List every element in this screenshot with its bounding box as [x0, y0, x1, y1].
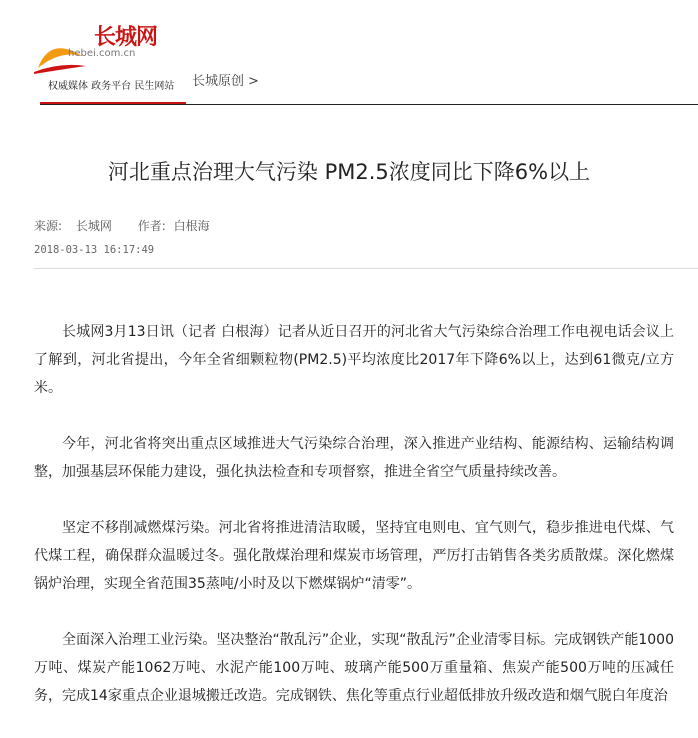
logo-url: hebei.com.cn — [68, 48, 136, 59]
source-label: 来源: — [34, 219, 63, 233]
meta-divider — [34, 268, 698, 269]
article-body — [34, 318, 674, 738]
publish-timestamp: 2018-03-13 16:17:49 — [34, 244, 155, 256]
logo-slogan: 权威媒体 政务平台 民生网站 — [48, 81, 175, 92]
paragraph: 今年，河北省将突出重点区域推进大气污染综合治理，深入推进产业结构、能源结构、运输结构调整，加强基层环保能力建设，强化执法检查和专项督察，推进全省空气质量持续改善。 — [34, 436, 674, 480]
article-meta — [34, 217, 210, 234]
logo-text: 长城网 — [94, 25, 158, 50]
paragraph: 全面深入治理工业污染。坚决整治“散乱污”企业，实现“散乱污”企业清零目标。完成钢铁产能1000万吨、煤炭产能1062万吨、水泥产能100万吨、玻璃产能500万重量箱、焦炭产能500万吨的压减任务，完成14家重点企业退城搬迁改造。完成钢铁、焦化等重点行业超低排放升级改造和烟气脱白年度治 — [34, 632, 674, 704]
author-label: 作者: — [137, 219, 166, 233]
header-divider — [40, 104, 698, 105]
paragraph: 坚定不移削减燃煤污染。河北省将推进清洁取暖，坚持宜电则电、宜气则气，稳步推进电代煤、气代煤工程，确保群众温暖过冬。强化散煤治理和煤炭市场管理，严厉打击销售各类劣质散煤。深化燃煤锅炉治理，实现全省范围35蒸吨/小时及以下燃煤锅炉“清零”。 — [34, 520, 674, 592]
site-header — [0, 0, 698, 104]
author-value: 白根海 — [173, 219, 210, 233]
breadcrumb-link[interactable]: 长城原创 — [192, 74, 245, 89]
paragraph: 长城网3月13日讯（记者 白根海）记者从近日召开的河北省大气污染综合治理工作电视电话会议上了解到，河北省提出，今年全省细颗粒物(PM2.5)平均浓度比2017年下降6%以上，达到61微克/立方米。 — [34, 324, 674, 396]
source-value: 长城网 — [75, 219, 112, 233]
site-logo[interactable] — [30, 18, 190, 92]
breadcrumb — [192, 70, 259, 89]
breadcrumb-separator: > — [248, 74, 259, 89]
article-title: 河北重点治理大气污染 PM2.5浓度同比下降6%以上 — [107, 160, 591, 184]
